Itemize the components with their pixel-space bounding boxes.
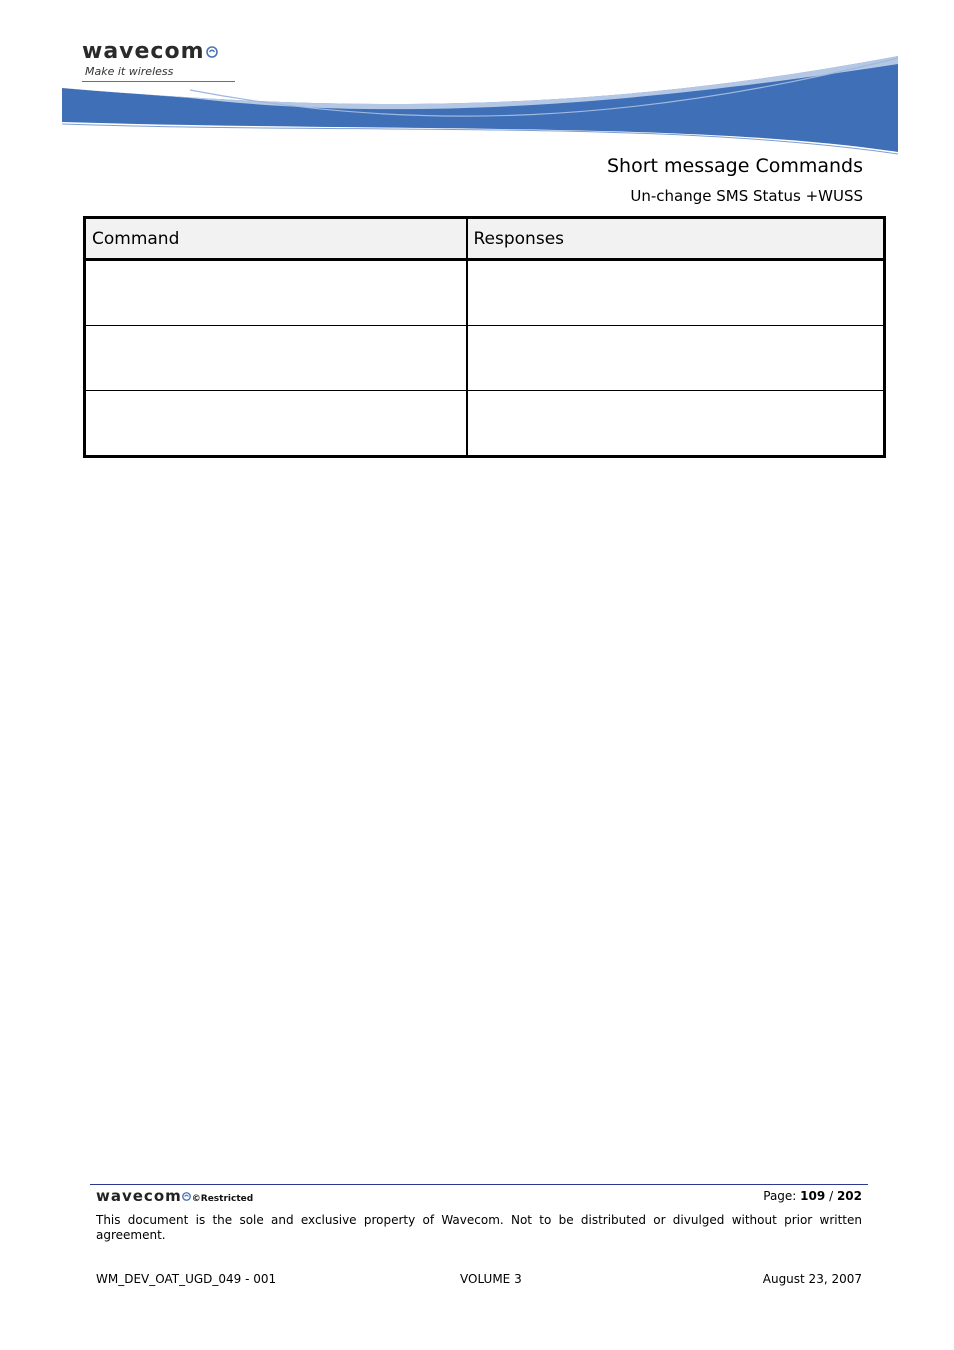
table-row [85,326,885,391]
page-current: 109 [800,1189,826,1203]
section-title: Short message Commands [606,155,863,177]
table-row [85,390,885,456]
document-id: WM_DEV_OAT_UGD_049 - 001 [96,1272,277,1286]
response-cell [467,390,885,456]
volume-label: VOLUME 3 [460,1272,522,1286]
page-label: Page: [763,1189,797,1203]
footer-logo-wordmark: wavecom [96,1187,182,1205]
column-header-responses: Responses [467,218,885,260]
logo-wordmark: wavecom [82,39,205,64]
footer-disclaimer: This document is the sole and exclusive property of Wavecom. Not to be distributed or divulged without prior written agreement. [96,1213,862,1242]
footer-logo [96,1186,253,1205]
page-number [763,1189,862,1203]
section-subtitle: Un-change SMS Status +WUSS [630,187,863,205]
table-header-row [85,218,885,260]
logo-tagline: Make it wireless [85,65,174,78]
header-swoosh-graphic [0,50,954,160]
response-cell [467,260,885,326]
column-header-command: Command [85,218,467,260]
document-date: August 23, 2007 [762,1272,862,1286]
page-separator: / [829,1189,834,1203]
command-response-table [83,216,886,458]
response-cell [467,326,885,391]
footer-logo-swirl-icon [182,1186,191,1205]
page-total: 202 [836,1189,862,1203]
command-cell [85,326,467,391]
command-cell [85,260,467,326]
table-row [85,260,885,326]
restricted-label: ©Restricted [191,1194,254,1204]
command-cell [85,390,467,456]
footer-divider [90,1184,868,1185]
